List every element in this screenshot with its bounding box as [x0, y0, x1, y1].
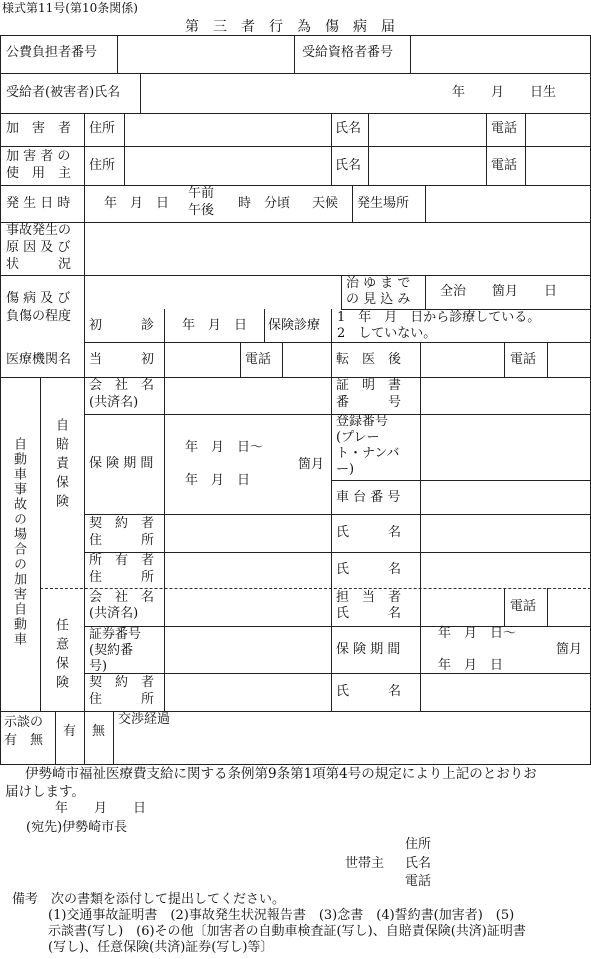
form-id: 様式第11号(第10条関係)	[2, 1, 138, 15]
owner-name-label: 氏 名	[336, 562, 402, 577]
vol-contractor-label-1: 契 約 者	[89, 675, 155, 690]
registration-label-2: (プレー	[336, 430, 380, 445]
policy-label-3: 号)	[89, 659, 108, 674]
first-visit-ymd: 年 月 日	[182, 318, 248, 333]
settlement-yes[interactable]: 有	[63, 724, 77, 739]
place-label: 発生場所	[357, 196, 410, 211]
applicant-address-label: 住所	[405, 837, 432, 852]
cert-label-2: 番 号	[336, 395, 402, 410]
voluntary-insurance-label: 任意保険	[53, 618, 68, 694]
perpetrator-label: 加 害 者	[6, 121, 72, 136]
cali-company-label-2: (共済名)	[89, 395, 139, 410]
employer-phone-label: 電話	[491, 158, 518, 173]
injury-label-1: 傷 病 及 び	[6, 291, 71, 306]
cali-label: 自賠責保険	[53, 418, 68, 513]
public-payer-no-label: 公費負担者番号	[6, 45, 98, 60]
settlement-no[interactable]: 無	[92, 724, 106, 739]
cali-period-to: 年 月 日	[185, 473, 251, 488]
vol-period-months: 箇月	[556, 642, 583, 657]
vol-company-label-2: (共済名)	[89, 606, 139, 621]
insurance-care-label: 保険診療	[268, 318, 321, 333]
recipient-no-label: 受給資格者番号	[302, 45, 394, 60]
employer-name-label: 氏名	[335, 158, 362, 173]
vol-company-label-1: 会 社 名	[89, 590, 155, 605]
registration-label-3: ト・ナンバ	[336, 446, 400, 461]
declaration-line-2: 届けします。	[5, 784, 85, 800]
applicant-name-label: 氏名	[405, 856, 432, 871]
medical-initial-label: 当 初	[89, 352, 155, 367]
policy-label-2: (契約番	[89, 643, 134, 658]
cause-label-3: 状 況	[6, 257, 72, 272]
registration-label-1: 登録番号	[336, 414, 389, 429]
settlement-label-2: 有 無	[4, 733, 44, 748]
first-visit-label: 初 診	[89, 318, 155, 333]
occurrence-am: 午前	[188, 186, 215, 201]
settlement-label-1: 示談の	[4, 715, 44, 730]
household-head-label: 世帯主	[345, 856, 385, 871]
employer-label-2: 使 用 主	[6, 166, 72, 181]
care-option-2: 2 していない。	[337, 326, 437, 341]
vol-contractor-name-label: 氏 名	[336, 684, 402, 699]
medical-phone-2: 電話	[510, 352, 537, 367]
medical-institution-label: 医療機関名	[6, 352, 72, 367]
full-recovery: 全治 箇月 日	[440, 284, 558, 299]
vol-phone-label: 電話	[510, 599, 537, 614]
addressee: (宛先)伊勢崎市長	[26, 820, 128, 835]
applicant-phone-label: 電話	[405, 874, 432, 889]
cause-label-1: 事故発生の	[6, 223, 72, 238]
auto-side-label: 自動車事故の場合の加害自動車	[11, 437, 26, 647]
vol-contractor-label-2: 住 所	[89, 692, 155, 707]
cali-period-months: 箇月	[298, 457, 325, 472]
occurrence-label: 発 生 日 時	[6, 196, 71, 211]
care-option-1: 1 年 月 日から診療している。	[337, 310, 541, 325]
cause-label-2: 原 因 及 び	[6, 240, 71, 255]
healing-label-2: の 見 込 み	[346, 292, 411, 307]
chassis-number-label: 車 台 番 号	[336, 490, 401, 505]
recipient-name-label: 受給者(被害者)氏名	[6, 85, 121, 100]
staff-label-2: 氏 名	[336, 606, 402, 621]
medical-transfer-label: 転 医 後	[336, 352, 402, 367]
weather-label: 天候	[312, 196, 339, 211]
occurrence-time: 時 分頃	[238, 196, 291, 211]
perpetrator-address-label: 住所	[89, 121, 116, 136]
cali-period-from: 年 月 日～	[185, 440, 264, 455]
notes-line-2: (1)交通事故証明書 (2)事故発生状況報告書 (3)念書 (4)誓約書(加害者) (5)	[48, 908, 515, 923]
perpetrator-name-label: 氏名	[335, 121, 362, 136]
employer-address-label: 住所	[89, 158, 116, 173]
policy-label-1: 証券番号	[89, 627, 142, 642]
occurrence-pm: 午後	[188, 203, 215, 218]
cali-contractor-name-label: 氏 名	[336, 525, 402, 540]
notes-line-4: (写し)、任意保険(共済)証券(写し)等〕	[48, 940, 274, 955]
cali-contractor-label-2: 住 所	[89, 533, 155, 548]
form-title: 第 三 者 行 為 傷 病 届	[185, 19, 395, 35]
vol-period-from: 年 月 日～	[438, 626, 517, 641]
medical-phone-1: 電話	[245, 352, 272, 367]
cali-contractor-label-1: 契 約 者	[89, 516, 155, 531]
occurrence-ymd: 年 月 日	[104, 196, 170, 211]
notes-line-1: 備考 次の書類を添付して提出してください。	[12, 892, 286, 907]
owner-label-2: 住 所	[89, 570, 155, 585]
vol-period-label: 保 険 期 間	[336, 642, 401, 657]
healing-label-1: 治 ゆ ま で	[346, 276, 411, 291]
vol-period-to: 年 月 日	[438, 658, 504, 673]
negotiation-label: 交渉経過	[118, 712, 171, 727]
cali-company-label-1: 会 社 名	[89, 378, 155, 393]
employer-label-1: 加 害 者 の	[6, 149, 71, 164]
owner-label-1: 所 有 者	[89, 553, 155, 568]
staff-label-1: 担 当 者	[336, 590, 402, 605]
cali-period-label: 保 険 期 間	[89, 456, 154, 471]
declaration-date: 年 月 日	[55, 801, 147, 816]
injury-label-2: 負傷の程度	[6, 309, 72, 324]
declaration-line-1: 伊勢崎市福祉医療費支給に関する条例第9条第1項第4号の規定により上記のとおりお	[25, 766, 537, 782]
cert-label-1: 証 明 書	[336, 378, 402, 393]
registration-label-4: ー)	[336, 462, 355, 477]
perpetrator-phone-label: 電話	[491, 121, 518, 136]
dob-label: 年 月 日生	[452, 85, 557, 100]
notes-line-3: 示談書(写し) (6)その他〔加害者の自動車検査証(写し)、自賠責保険(共済)証明書	[48, 924, 526, 939]
